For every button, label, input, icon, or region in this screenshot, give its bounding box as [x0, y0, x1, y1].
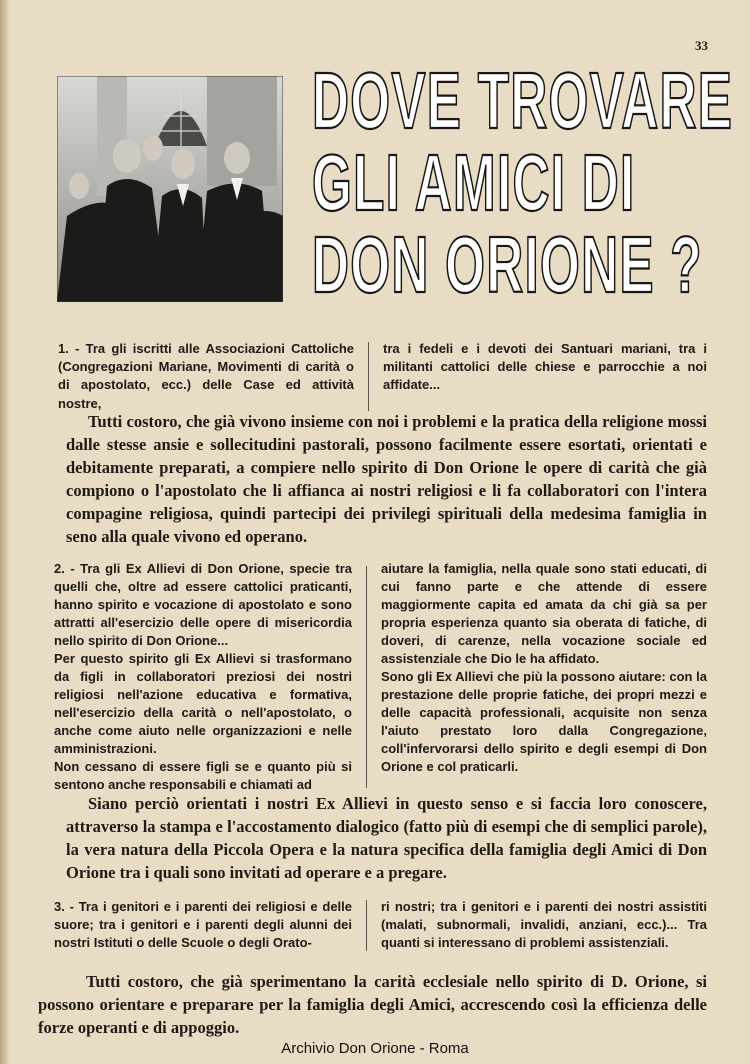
section-3-right: ri nostri; tra i genitori e i parenti dei nostri assistiti (malati, subnormali, invalidi, anziani, ecc.)... Tra quanti si interessano di problemi assistenziali.	[381, 899, 707, 951]
section-2-right-p2: Sono gli Ex Allievi che più la possono aiutare: con la prestazione delle proprie fatiche, dei propri mezzi e delle capacità professionali, acquisite non senza l'aiuto prestato loro dalla Congregazione, coll'infervorarsi dello spirito e degli esempi di Don Orione e col praticarli.	[381, 669, 707, 774]
section-1-right: tra i fedeli e i devoti dei Santuari mariani, tra i militanti cattolici delle chiese e parrocchie a noi affidate...	[383, 341, 707, 393]
section-2-left-p2: Per questo spirito gli Ex Allievi si trasformano da figli in collaboratori preziosi dei nostri religiosi nell'azione educativa e formativa, nell'esercizio della carità o nell'apostolato, o anche come aiuto nelle organizzazioni e nelle amministrazioni.	[54, 651, 352, 756]
paragraph-1: Tutti costoro, che già vivono insieme con noi i problemi e la pratica della religione mossi dalle stesse ansie e sollecitudini pastorali, possono facilmente essere esortati, orientati e debitamente preparati, a compiere nello spirito di Don Orione le opere di carità che già compiono o l'apostolato che li affianca ai nostri religiosi e li fa collaboratori con l'intera compagine religiosa, quindi partecipi dei privilegi spirituali della medesima famiglia in seno alla quale vivono ed operano.	[66, 412, 707, 546]
group-photo-image	[57, 76, 283, 302]
headline-line-3: DON ORIONE ?	[312, 220, 703, 309]
column-divider	[366, 566, 367, 788]
paragraph-2: Siano perciò orientati i nostri Ex Allievi in questo senso e si faccia loro conoscere, attraverso la stampa e l'accostamento dialogico (fatto più di esempi che di semplici parole), la vera natura della Piccola Opera e la natura specifica della famiglia degli Amici di Don Orione tra i quali sono invitati ad operare e a pregare.	[66, 794, 707, 882]
page-edge	[0, 0, 10, 1064]
section-1	[58, 340, 707, 413]
section-3-left: 3. - Tra i genitori e i parenti dei religiosi e delle suore; tra i genitori e i parenti degli alunni dei nostri Istituti o delle Scuole o degli Orato-	[54, 899, 352, 951]
headline-line-1: DOVE TROVARE	[312, 56, 734, 145]
paragraph-3: Tutti costoro, che già sperimentano la carità ecclesiale nello spirito di D. Orione, si possono orientare e preparare per la famiglia degli Amici, accrescendo così la efficienza delle forze operanti e di appoggio.	[38, 972, 707, 1037]
section-2-left	[54, 560, 352, 794]
section-2-right	[381, 560, 707, 794]
section-2-left-p3: Non cessano di essere figli se e quanto più si sentono anche responsabili e chiamati ad	[54, 759, 352, 792]
group-photo	[57, 76, 283, 302]
archive-footer: Archivio Don Orione - Roma	[281, 1040, 469, 1057]
column-divider	[368, 342, 369, 411]
section-2	[54, 560, 707, 794]
headline-line-2: GLI AMICI DI	[312, 138, 636, 227]
section-1-left: 1. - Tra gli iscritti alle Associazioni Cattoliche (Congregazioni Mariane, Movimenti di carità o di apostolato, ecc.) delle Case ed attività nostre,	[58, 341, 354, 411]
section-2-right-p1: aiutare la famiglia, nella quale sono stati educati, di cui fanno parte e che attende di essere maggiormente capita ed amata da chi già sa per propria esperienza quanto sia oberata di fatiche, di doveri, di carenze, nella vocazione sociale ed assistenziale che Dio le ha affidato.	[381, 561, 707, 666]
headline	[312, 56, 734, 309]
section-3	[54, 898, 707, 953]
column-divider	[366, 900, 367, 951]
section-2-left-p1: 2. - Tra gli Ex Allievi di Don Orione, specie tra quelli che, oltre ad essere cattolici praticanti, hanno spirito e vocazione di apostolato e sono attratti all'esercizio delle opere di misericordia nello spirito di Don Orione...	[54, 561, 352, 648]
page-number: 33	[695, 38, 708, 53]
